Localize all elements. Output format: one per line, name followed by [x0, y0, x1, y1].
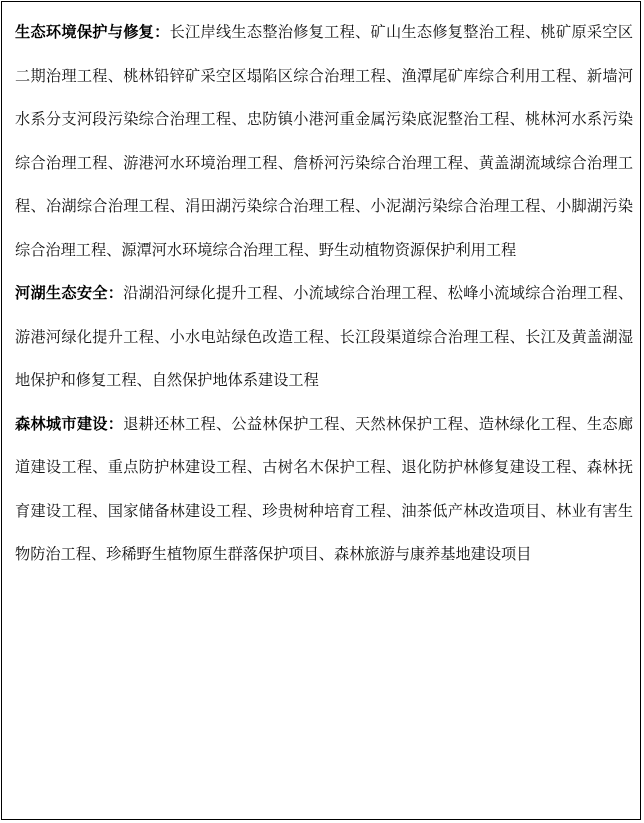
section-eco-protection	[15, 11, 633, 272]
section-heading: 河湖生态安全：	[15, 284, 124, 302]
section-river-lake-safety	[15, 272, 633, 403]
section-forest-city	[15, 403, 633, 577]
document-frame	[1, 1, 641, 820]
document-content	[15, 11, 633, 577]
section-heading: 森林城市建设：	[15, 414, 124, 433]
section-body: 退耕还林工程、公益林保护工程、天然林保护工程、造林绿化工程、生态廊道建设工程、重点防护林建设工程、古树名木保护工程、退化防护林修复建设工程、森林抚育建设工程、国家储备林建设工程、珍贵树种培育工程、油茶低产林改造项目、林业有害生物防治工程、珍稀野生植物原生群落保护项目、森林旅游与康养基地建设项目	[15, 414, 634, 563]
section-body: 长江岸线生态整治修复工程、矿山生态修复整治工程、桃矿原采空区二期治理工程、桃林铅锌矿采空区塌陷区综合治理工程、渔潭尾矿库综合利用工程、新墙河水系分支河段污染综合治理工程、忠防镇小港河重金属污染底泥整治工程、桃林河水系污染综合治理工程、游港河水环境治理工程、詹桥河污染综合治理工程、黄盖湖流域综合治理工程、冶湖综合治理工程、涓田湖污染综合治理工程、小泥湖污染综合治理工程、小脚湖污染综合治理工程、源潭河水环境综合治理工程、野生动植物资源保护利用工程	[15, 23, 634, 259]
section-heading: 生态环境保护与修复：	[15, 23, 170, 41]
section-body: 沿湖沿河绿化提升工程、小流域综合治理工程、松峰小流域综合治理工程、游港河绿化提升工程、小水电站绿色改造工程、长江段渠道综合治理工程、长江及黄盖湖湿地保护和修复工程、自然保护地体系建设工程	[15, 284, 634, 389]
